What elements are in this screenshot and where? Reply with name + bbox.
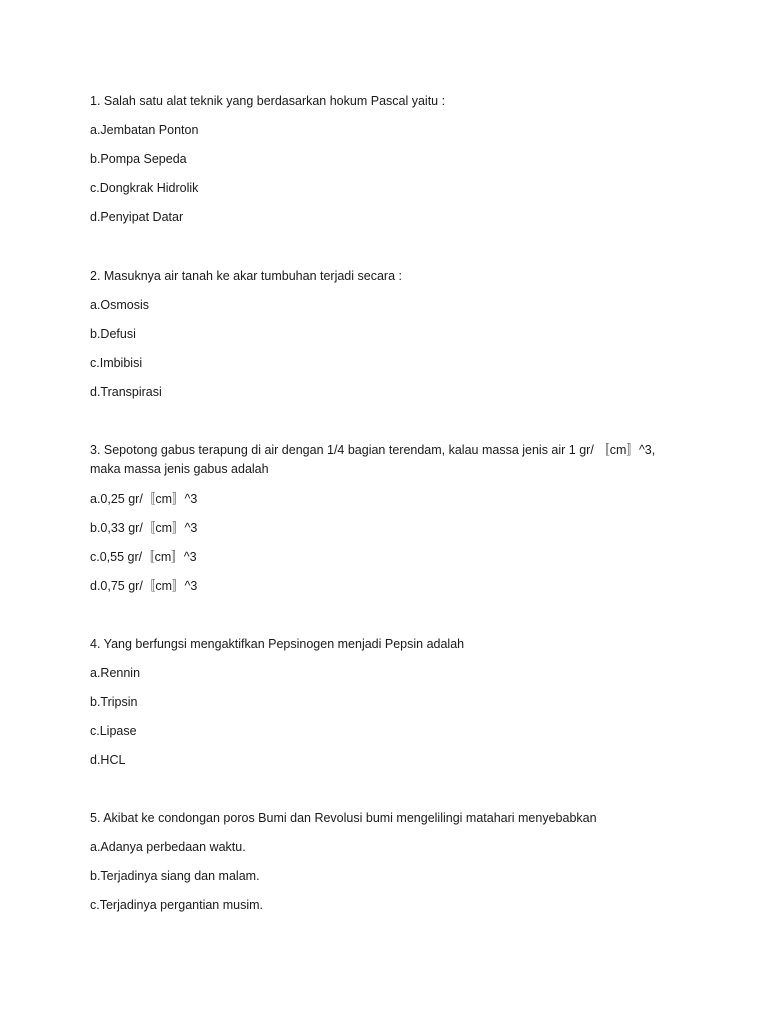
q3-option-c: c.0,55 gr/〚cm〛^3 [90, 550, 197, 564]
question-4: 4. Yang berfungsi mengaktifkan Pepsinogen menjadi Pepsin adalah [90, 637, 465, 651]
q5-option-c: c.Terjadinya pergantian musim. [90, 898, 263, 912]
q1-option-d: d.Penyipat Datar [90, 210, 184, 224]
q5-option-a: a.Adanya perbedaan waktu. [90, 840, 246, 854]
q4-option-b: b.Tripsin [90, 695, 138, 709]
question-5: 5. Akibat ke condongan poros Bumi dan Revolusi bumi mengelilingi matahari menyebabkan [90, 811, 597, 825]
q4-option-a: a.Rennin [90, 666, 141, 680]
q1-option-a: a.Jembatan Ponton [90, 123, 199, 137]
q3-option-d: d.0,75 gr/〚cm〛^3 [90, 579, 198, 593]
q4-option-d: d.HCL [90, 753, 126, 767]
q2-option-b: b.Defusi [90, 327, 136, 341]
question-1: 1. Salah satu alat teknik yang berdasarkan hokum Pascal yaitu : [90, 94, 446, 108]
q2-option-c: c.Imbibisi [90, 356, 143, 370]
question-3: 3. Sepotong gabus terapung di air dengan 1/4 bagian terendam, kalau massa jenis air 1 gr/ 〚cm〛^3, maka massa jenis gabus adalah [90, 443, 656, 476]
q2-option-d: d.Transpirasi [90, 385, 162, 399]
q3-option-b: b.0,33 gr/〚cm〛^3 [90, 521, 198, 535]
q1-option-c: c.Dongkrak Hidrolik [90, 181, 199, 195]
q4-option-c: c.Lipase [90, 724, 137, 738]
q5-option-b: b.Terjadinya siang dan malam. [90, 869, 260, 883]
q3-option-a: a.0,25 gr/〚cm〛^3 [90, 492, 198, 506]
q2-option-a: a.Osmosis [90, 298, 150, 312]
question-2: 2. Masuknya air tanah ke akar tumbuhan terjadi secara : [90, 269, 402, 283]
q1-option-b: b.Pompa Sepeda [90, 152, 187, 166]
